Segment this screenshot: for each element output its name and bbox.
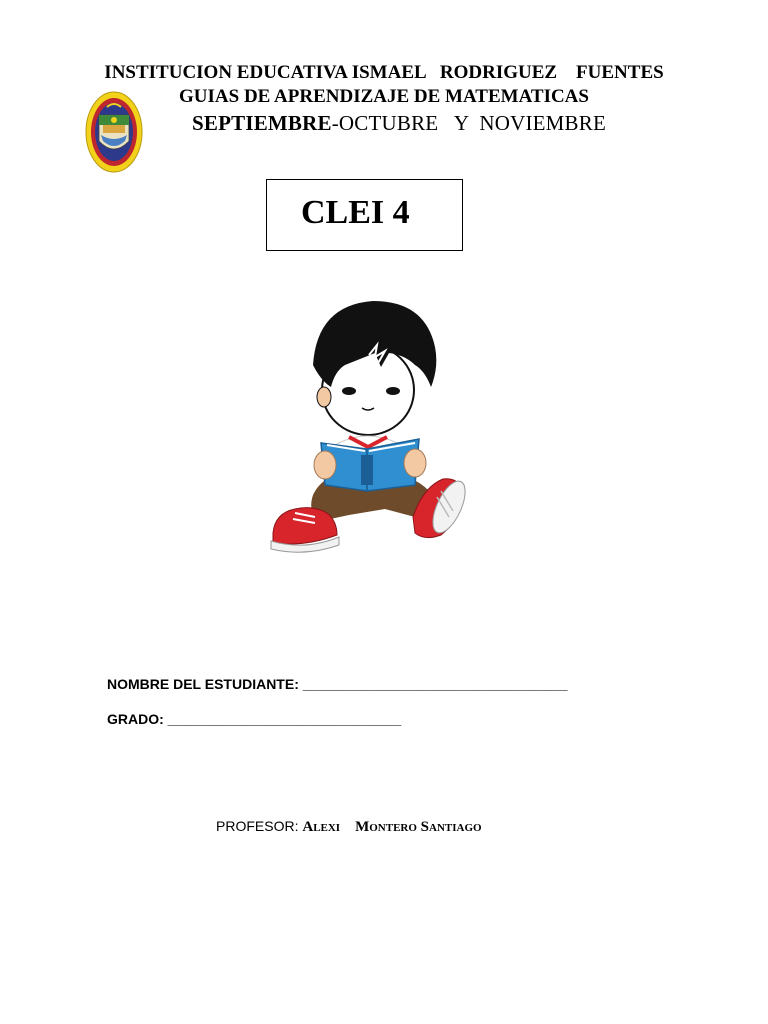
grade-field: GRADO: ______________________________ [107,711,402,727]
child-reading-book-illustration [265,295,467,553]
months-rest: -OCTUBRE Y NOVIEMBRE [331,111,606,135]
school-name: INSTITUCION EDUCATIVA ISMAEL RODRIGUEZ FUENTES [104,62,664,83]
guide-title: GUIAS DE APRENDIZAJE DE MATEMATICAS [179,86,589,107]
clei-label: CLEI 4 [301,194,410,231]
professor-label: PROFESOR: [216,818,303,834]
clei-level-box [266,179,463,251]
months-first: SEPTIEMBRE [192,111,332,135]
professor-name: Alexi Montero Santiago [302,819,482,835]
school-crest-icon [85,91,143,173]
student-name-field: NOMBRE DEL ESTUDIANTE: __________________________________ [107,676,568,692]
professor-line [216,818,482,836]
